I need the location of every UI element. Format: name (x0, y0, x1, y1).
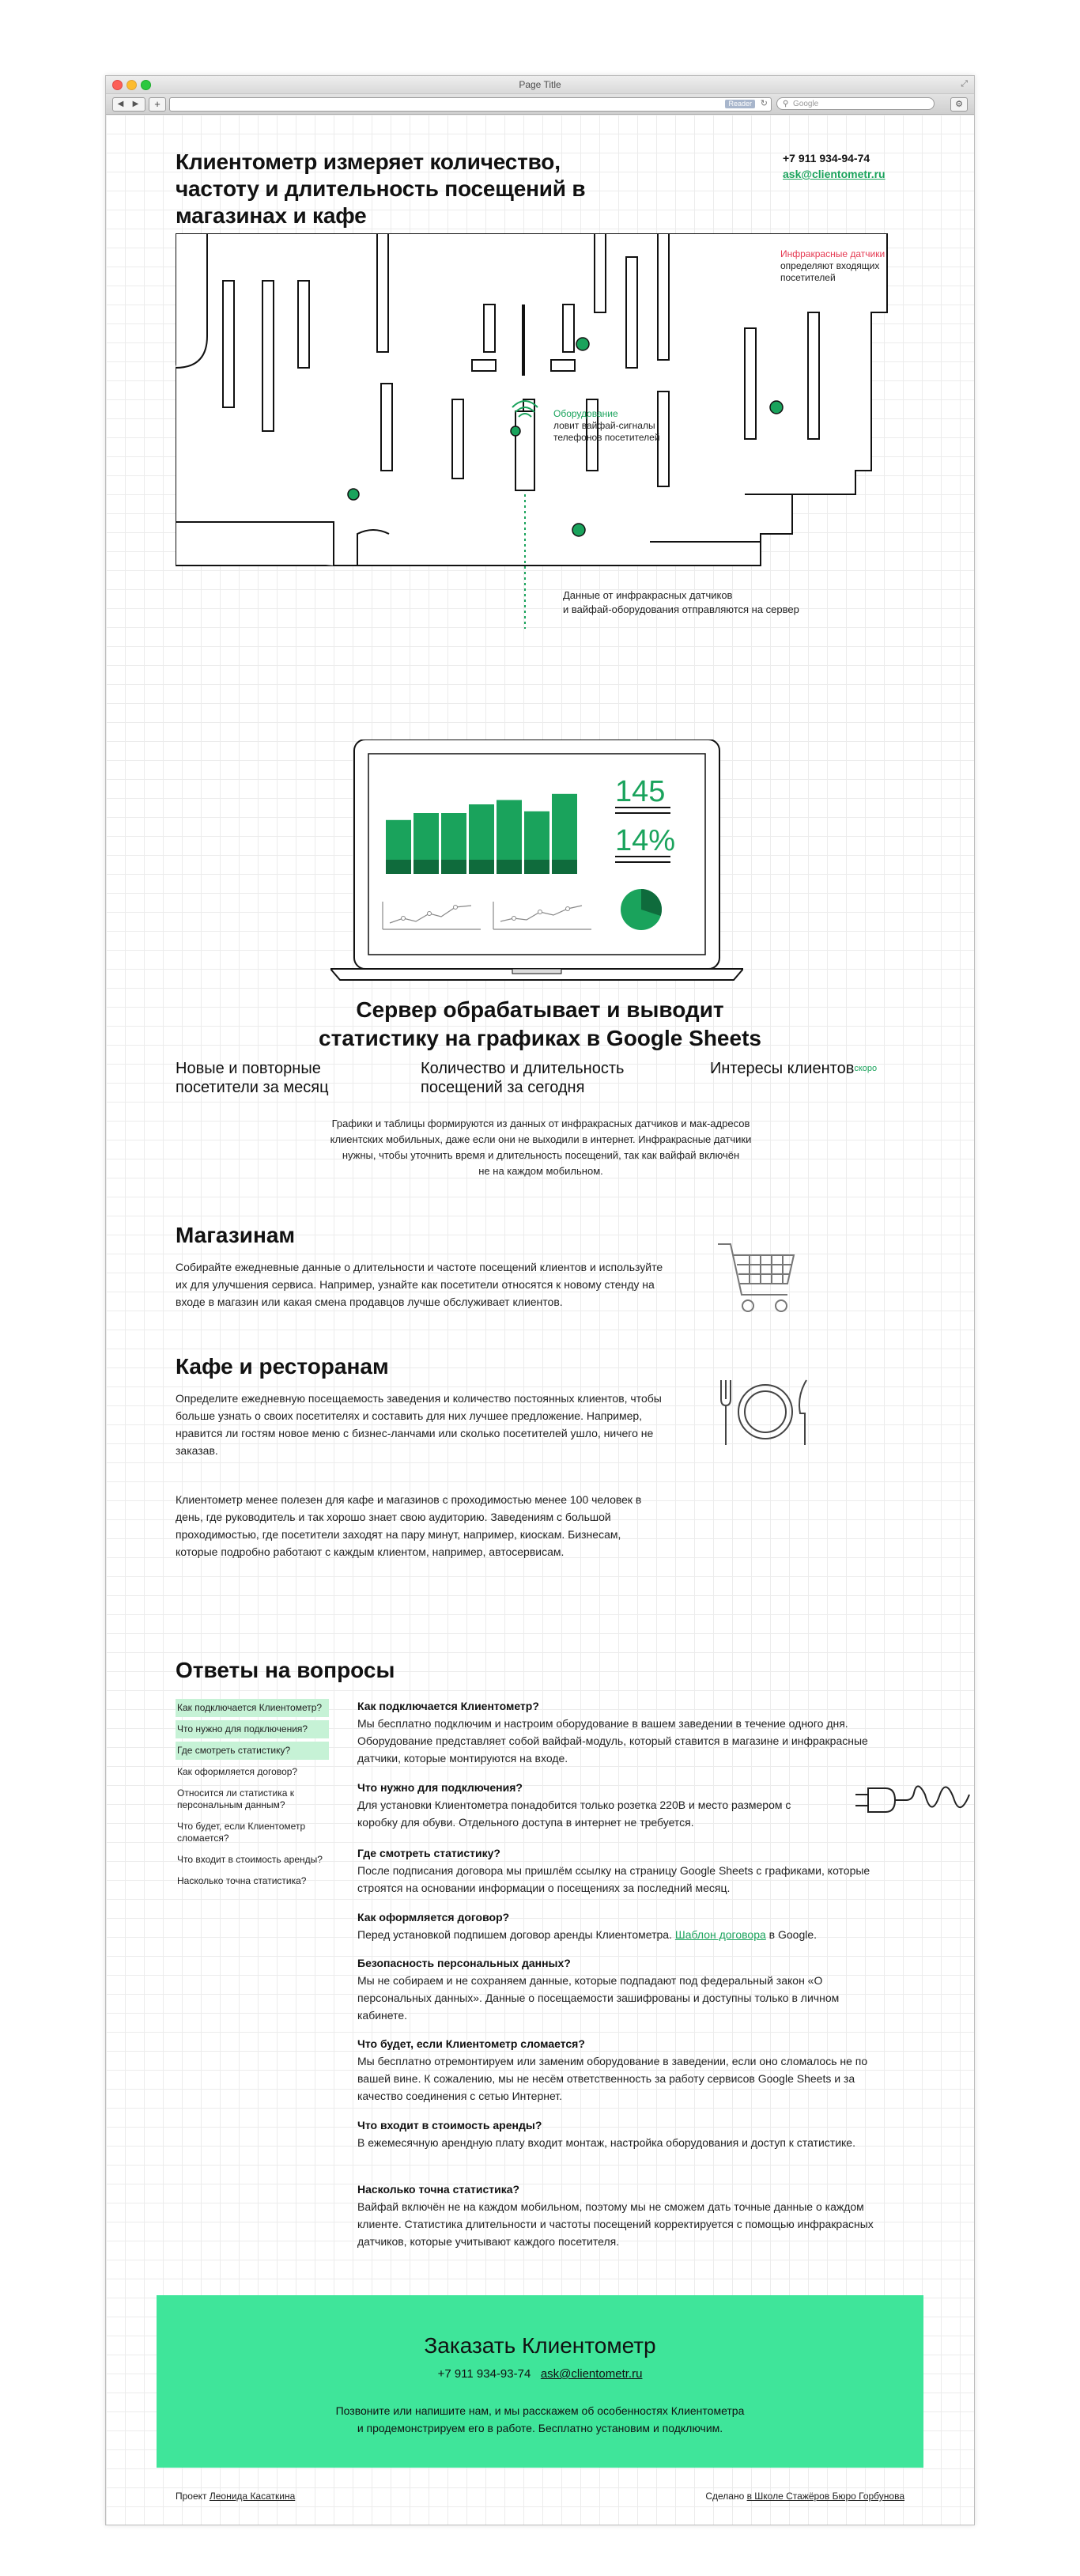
header-email-link[interactable]: ask@clientometr.ru (783, 168, 886, 180)
stat-visits-today (421, 1059, 624, 1097)
faq-question: Где смотреть статистику? (357, 1847, 500, 1859)
contract-text: Перед установкой подпишем договор аренды Клиентометра. (357, 1928, 675, 1941)
pie-chart (621, 889, 662, 930)
faq-question: Как подключается Клиентометр? (357, 1700, 539, 1712)
faq-item (357, 2118, 879, 2151)
browser-window (105, 75, 975, 2525)
page-content (106, 115, 974, 2525)
footer-credits (705, 2491, 904, 2502)
footer-author (176, 2491, 295, 2502)
reload-icon[interactable]: ↻ (760, 99, 768, 108)
stat-1-line-1: Новые и повторные (176, 1060, 321, 1077)
footer-left-prefix: Проект (176, 2491, 210, 2502)
soon-badge: скоро (854, 1064, 878, 1073)
shops-title: Магазинам (176, 1223, 296, 1247)
faq-nav-item[interactable]: Что нужно для подключения? (176, 1720, 329, 1738)
school-link[interactable]: в Школе Стажёров Бюро Горбунова (746, 2491, 904, 2502)
faq-answer (357, 1926, 879, 1943)
nav-buttons (112, 97, 145, 112)
faq-answer: Для установки Клиентометра понадобится только розетка 220В и место размером с коробку для обуви. Отдельного доступа в интернет не требуется. (357, 1799, 791, 1829)
faq-question: Что нужно для подключения? (357, 1781, 523, 1794)
faq-item (357, 1846, 879, 1897)
server-note-2: клиентских мобильных, даже если они не выходили в интернет. Инфракрасные датчики (330, 1133, 752, 1145)
server-line-2: и вайфай-оборудования отправляются на сервер (563, 603, 799, 615)
new-tab-button[interactable]: + (149, 97, 166, 112)
server-line-1: Данные от инфракрасных датчиков (563, 589, 733, 601)
wifi-desc-1: ловит вайфай-сигналы (553, 420, 655, 431)
server-title-line-1: Сервер обрабатывает и выводит (356, 997, 724, 1022)
search-icon: ⚲ (783, 100, 789, 108)
header-contact (783, 150, 886, 182)
server-note (248, 1116, 833, 1179)
faq-question: Что будет, если Клиентометр сломается? (357, 2037, 585, 2050)
server-note-1: Графики и таблицы формируются из данных от инфракрасных датчиков и мак-адресов (331, 1118, 750, 1129)
wifi-title: Оборудование (553, 408, 618, 419)
faq-question: Что входит в стоимость аренды? (357, 2119, 542, 2132)
browser-toolbar (106, 94, 974, 115)
bar-base (469, 860, 494, 874)
reader-button[interactable]: Reader (725, 100, 755, 108)
shopping-cart-icon (715, 1238, 802, 1325)
faq-item (357, 1956, 879, 2024)
settings-gear-icon[interactable]: ⚙ (950, 97, 968, 112)
footer-right-prefix: Сделано (705, 2491, 747, 2502)
server-note-4: не на каждом мобильном. (478, 1165, 603, 1177)
fullscreen-icon[interactable]: ⤢ (961, 79, 968, 89)
faq-item (357, 2037, 879, 2105)
order-text-1: Позвоните или напишите нам, и мы расскажем об особенностях Клиентометра (335, 2404, 745, 2417)
faq-item (357, 1780, 800, 1831)
author-link[interactable]: Леонида Касаткина (209, 2491, 296, 2502)
faq-item (357, 1699, 879, 1767)
bar-base (497, 860, 522, 874)
faq-question: Насколько точна статистика? (357, 2183, 520, 2196)
window-title: Page Title (519, 79, 561, 90)
bar-base (524, 860, 549, 874)
laptop-dashboard-illustration (330, 740, 743, 985)
infrared-title: Инфракрасные датчики (780, 248, 886, 259)
address-bar[interactable] (169, 97, 772, 112)
faq-answer: В ежемесячную арендную плату входит монтаж, настройка оборудования и доступ к статистике. (357, 2136, 855, 2149)
faq-nav-item[interactable]: Как оформляется договор? (177, 1766, 298, 1777)
faq-answer: Мы бесплатно подключим и настроим оборудование в вашем заведении в течение одного дня. Оборудование представляет собой вайфай-модуль, который ставится в магазине и инфракрасные датчики, которые монтируются на входе. (357, 1717, 868, 1765)
infrared-desc-2: посетителей (780, 272, 836, 283)
order-description (157, 2402, 923, 2437)
faq-nav-item[interactable]: Как подключается Клиентометр? (176, 1699, 329, 1717)
faq-answer: Вайфай включён не на каждом мобильном, поэтому мы не сможем дать точные данные о каждом клиенте. Статистика длительности и частоты посещений корректируется с помощью инфракрасных датчиков, которые учитывают каждого посетителя. (357, 2200, 874, 2248)
contract-template-link[interactable]: Шаблон договора (674, 1928, 766, 1941)
faq-item (357, 2182, 879, 2250)
faq-question: Как оформляется договор? (357, 1911, 510, 1923)
search-placeholder: Google (793, 100, 819, 108)
header-phone: +7 911 934-94-74 (783, 152, 870, 165)
wifi-desc-2: телефонов посетителей (553, 432, 660, 443)
shops-text: Собирайте ежедневные данные о длительности и частоте посещений клиентов и используйте их для улучшения сервиса. Например, узнайте как посетители относятся к новому стенду на входе в магазин или какая смена продавцов лучше обслуживает клиентов. (176, 1261, 663, 1308)
stat-1-line-2: посетители за месяц (176, 1079, 329, 1096)
back-button[interactable]: ◀ (117, 100, 124, 108)
title-bar (106, 76, 974, 94)
faq-title: Ответы на вопросы (176, 1658, 395, 1682)
faq-navigation (176, 1699, 329, 1893)
faq-nav-item[interactable]: Где смотреть статистику? (176, 1742, 329, 1760)
big-number: 145 (615, 775, 666, 808)
stat-new-visitors (176, 1059, 329, 1097)
server-title (106, 996, 974, 1053)
power-plug-icon (854, 1771, 974, 1834)
server-note-3: нужны, чтобы уточнить время и длительность посещений, так как вайфай включён (342, 1149, 740, 1161)
faq-question: Безопасность персональных данных? (357, 1957, 571, 1969)
faq-item (357, 1910, 879, 1943)
plate-cutlery-icon (715, 1372, 818, 1451)
search-field[interactable] (776, 97, 935, 110)
faq-nav-item[interactable]: Насколько точна статистика? (177, 1875, 307, 1886)
infrared-desc-1: определяют входящих (780, 260, 880, 271)
faq-answer: После подписания договора мы пришлём ссылку на страницу Google Sheets с графиками, которые строятся на основании информации о посещениях за последний месяц. (357, 1864, 870, 1894)
cafes-text: Определите ежедневную посещаемость заведения и количество постоянных клиентов, чтобы больше узнать о своих посетителях и составить для них лучшее предложение. Например, нравится ли гостям новое меню с бизнес-ланчами или сколько посетителей ушло, ничего не заказав. (176, 1392, 662, 1457)
bar-base (441, 860, 466, 874)
contract-text-end: в Google. (765, 1928, 818, 1941)
floor-plan-illustration (176, 233, 903, 629)
hero-headline: Клиентометр измеряет количество, частоту и длительность посещений в магазинах и кафе (176, 149, 586, 228)
stat-interests (710, 1059, 877, 1078)
stat-2-line-2: посещений за сегодня (421, 1079, 585, 1096)
faq-nav-item[interactable]: Относится ли статистика к персональным данным? (177, 1787, 295, 1810)
stat-2-line-1: Количество и длительность (421, 1060, 625, 1077)
forward-button[interactable]: ▶ (132, 100, 139, 108)
order-text-2: и продемонстрируем его в работе. Бесплатно установим и подключим. (357, 2422, 723, 2434)
bar-base (413, 860, 439, 874)
order-contacts (157, 2366, 923, 2382)
order-email-link[interactable]: ask@clientometr.ru (540, 2367, 643, 2381)
cafes-note: Клиентометр менее полезен для кафе и магазинов с проходимостью менее 100 человек в день, где руководитель и так хорошо знает свою аудиторию. Заведениям с большой проходимостью, где посетители заходят на пару минут, например, киоскам. Бизнесам, которые подробно работают с каждым клиентом, например, автосервисам. (176, 1493, 642, 1558)
percent-number: 14% (615, 824, 676, 857)
order-title: Заказать Клиентометр (424, 2333, 656, 2358)
order-phone: +7 911 934-93-74 (437, 2367, 531, 2381)
faq-nav-item[interactable]: Что входит в стоимость аренды? (177, 1854, 323, 1865)
faq-answer: Мы не собираем и не сохраняем данные, которые подпадают под федеральный закон «О персональных данных». Данные о посещаемости зашифрованы и доступны только в личном кабинете. (357, 1974, 840, 2022)
bar-base (552, 860, 577, 874)
order-section (157, 2295, 923, 2468)
faq-nav-item[interactable]: Что будет, если Клиентометр сломается? (177, 1821, 306, 1844)
server-title-line-2: статистику на графиках в Google Sheets (319, 1026, 761, 1050)
cafes-title: Кафе и ресторанам (176, 1354, 389, 1379)
bar-base (386, 860, 411, 874)
stat-3: Интересы клиентов (710, 1060, 855, 1077)
faq-answer: Мы бесплатно отремонтируем или заменим оборудование в заведении, если оно сломалось не по вашей вине. К сожалению, мы не несём ответственность за работу сервисов Google Sheets и за качество соединения с сетью Интернет. (357, 2055, 868, 2102)
